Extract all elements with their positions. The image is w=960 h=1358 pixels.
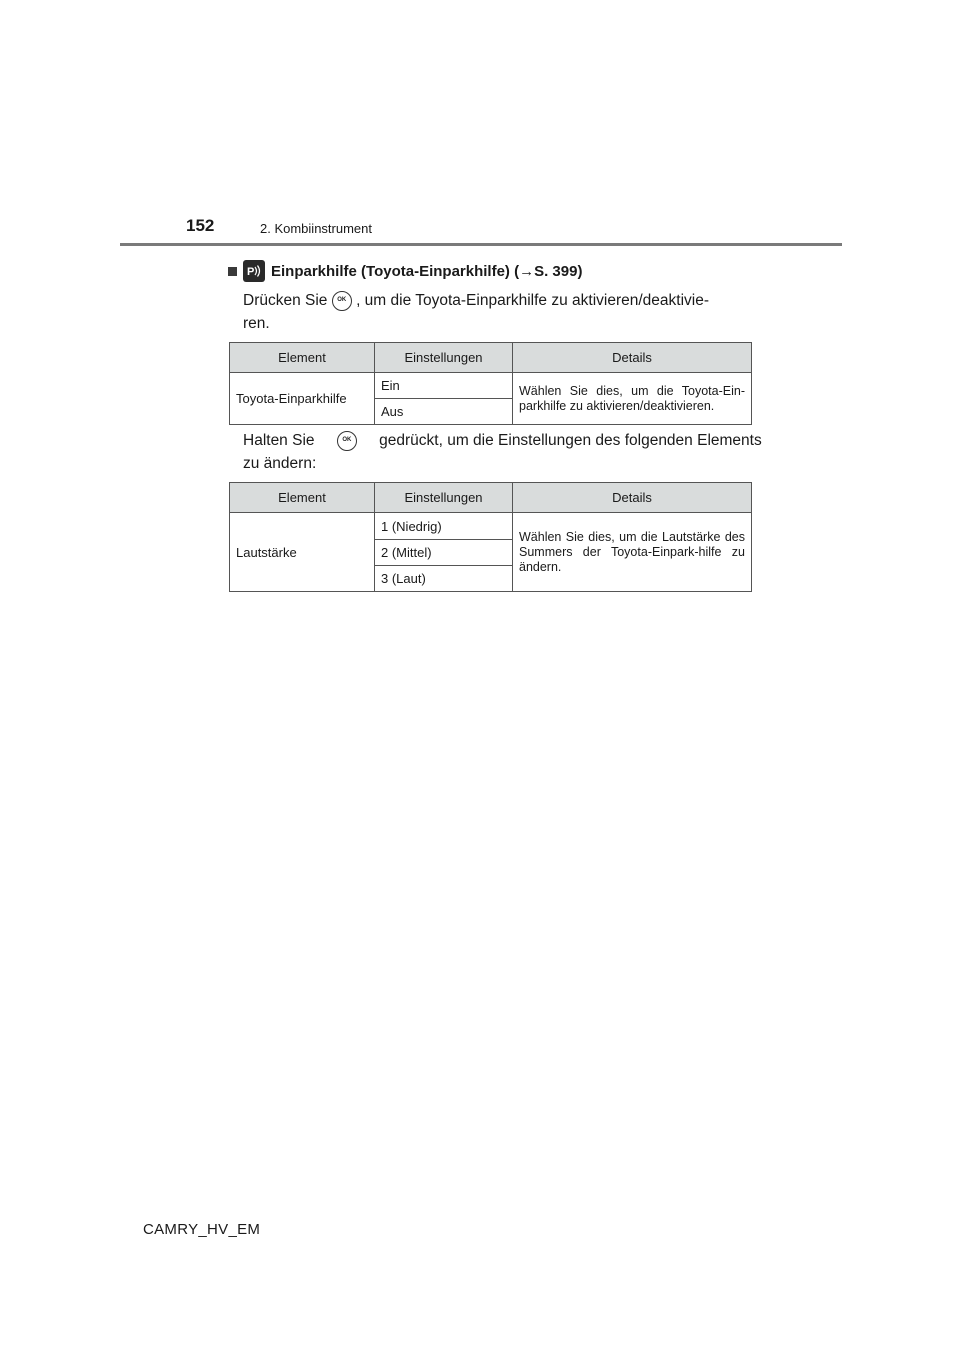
table1-header-element: Element — [230, 343, 375, 373]
table2-header-element: Element — [230, 483, 375, 513]
instruction-paragraph-1 — [243, 289, 751, 335]
para2-text-end: gedrückt, um die Einstellungen des folgenden Elements — [379, 432, 762, 449]
chapter-title: 2. Kombiinstrument — [260, 221, 372, 236]
header-divider — [120, 243, 842, 246]
table1-header-details: Details — [513, 343, 752, 373]
table1-element-cell: Toyota-Einparkhilfe — [230, 373, 375, 425]
table1-setting-cell: Ein — [375, 373, 513, 399]
settings-table-2 — [229, 482, 752, 592]
table2-setting-cell: 1 (Niedrig) — [375, 513, 513, 540]
instruction-paragraph-2 — [243, 429, 762, 475]
ok-button-icon: OK — [332, 291, 352, 311]
ok-button-icon: OK — [337, 431, 357, 451]
arrow-symbol: → — [519, 262, 535, 280]
page-number: 152 — [186, 216, 215, 235]
para1-text-start: Drücken Sie — [243, 292, 328, 309]
table2-details-cell: Wählen Sie dies, um die Lautstärke des Summers der Toyota-Einpark-hilfe zu ändern. — [513, 513, 752, 592]
para1-text-end: , um die Toyota-Einparkhilfe zu aktivieren/deaktivie- — [356, 292, 710, 309]
svg-text:P: P — [247, 266, 255, 278]
parking-sensor-icon — [243, 260, 265, 282]
table2-header-details: Details — [513, 483, 752, 513]
para2-line2: zu ändern: — [243, 455, 317, 472]
table1-setting-cell: Aus — [375, 399, 513, 425]
square-bullet-icon — [228, 267, 237, 276]
table2-header-settings: Einstellungen — [375, 483, 513, 513]
table2-setting-cell: 2 (Mittel) — [375, 540, 513, 566]
table2-setting-cell: 3 (Laut) — [375, 566, 513, 592]
section-title: Einparkhilfe (Toyota-Einparkhilfe) ( — [271, 262, 520, 280]
section-heading — [228, 260, 582, 282]
table1-details-cell: Wählen Sie dies, um die Toyota-Ein-parkhilfe zu aktivieren/deaktivieren. — [513, 373, 752, 425]
footer-model-code: CAMRY_HV_EM — [143, 1221, 261, 1238]
para2-text-start: Halten Sie — [243, 432, 315, 449]
table1-header-settings: Einstellungen — [375, 343, 513, 373]
table2-element-cell: Lautstärke — [230, 513, 375, 592]
para1-line2: ren. — [243, 315, 270, 332]
page-reference[interactable]: S. 399) — [534, 262, 583, 280]
settings-table-1 — [229, 342, 752, 425]
